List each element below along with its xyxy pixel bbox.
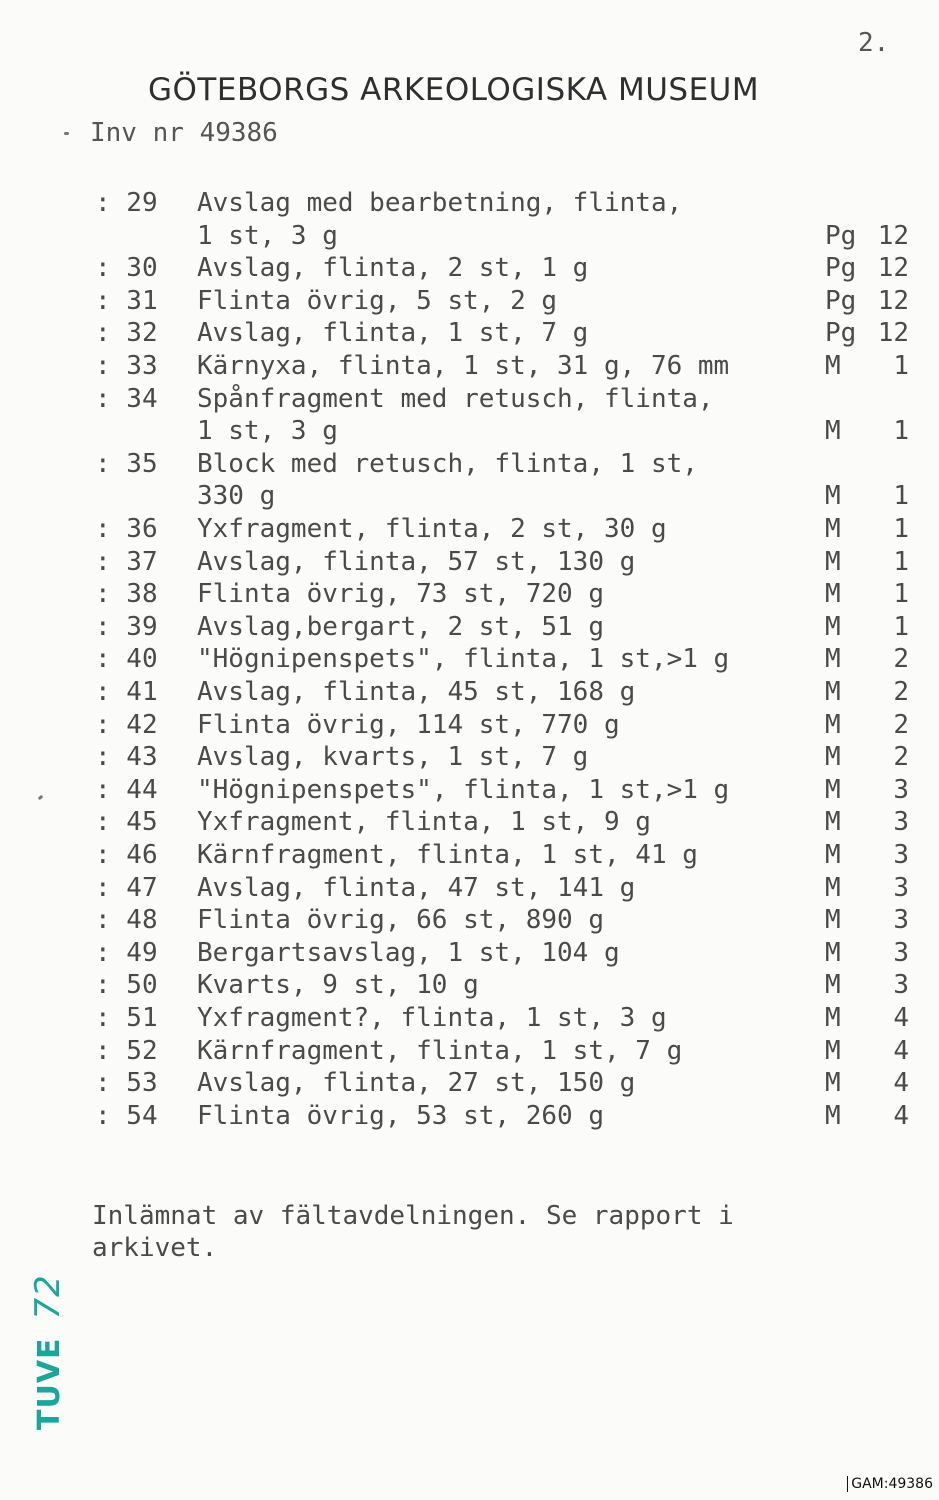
entry-site-code: M: [825, 416, 841, 446]
entry-row: [0, 937, 939, 969]
entry-row: [0, 1002, 939, 1034]
entry-subdivision: 4: [893, 1003, 909, 1033]
entry-subdivision: 1: [893, 351, 909, 381]
entry-row: [0, 709, 939, 741]
entry-number: : 51: [95, 1003, 158, 1033]
entry-subdivision: 1: [893, 416, 909, 446]
entry-continuation-row: [0, 220, 939, 252]
entry-number: : 48: [95, 905, 158, 935]
entry-subdivision: 3: [893, 840, 909, 870]
entry-site-code: M: [825, 873, 841, 903]
entry-number: : 42: [95, 710, 158, 740]
entry-row: [0, 546, 939, 578]
entry-subdivision: 1: [893, 481, 909, 511]
entry-description: Kärnfragment, flinta, 1 st, 41 g: [197, 840, 698, 870]
entry-number: : 31: [95, 286, 158, 316]
entry-description: Yxfragment, flinta, 2 st, 30 g: [197, 514, 667, 544]
footer-note: Inlämnat av fältavdelningen. Se rapport i arkivet.: [92, 1201, 734, 1263]
entry-number: : 38: [95, 579, 158, 609]
entry-row: [0, 350, 939, 382]
entry-number: : 54: [95, 1101, 158, 1131]
entry-number: : 36: [95, 514, 158, 544]
entry-description: Flinta övrig, 66 st, 890 g: [197, 905, 604, 935]
entry-row: [0, 741, 939, 773]
entry-subdivision: 4: [893, 1101, 909, 1131]
entry-subdivision: 1: [893, 579, 909, 609]
entry-site-code: M: [825, 742, 841, 772]
entry-number: : 30: [95, 253, 158, 283]
entry-number: : 41: [95, 677, 158, 707]
entry-description: Kärnfragment, flinta, 1 st, 7 g: [197, 1036, 683, 1066]
entry-number: : 39: [95, 612, 158, 642]
entry-description: Flinta övrig, 73 st, 720 g: [197, 579, 604, 609]
entry-description: Avslag, flinta, 1 st, 7 g: [197, 318, 589, 348]
entry-row: [0, 578, 939, 610]
entry-subdivision: 3: [893, 970, 909, 1000]
entry-site-code: M: [825, 775, 841, 805]
entry-site-code: M: [825, 807, 841, 837]
entry-row: [0, 1035, 939, 1067]
entry-description: "Högnipenspets", flinta, 1 st,>1 g: [197, 644, 730, 674]
entry-number: : 53: [95, 1068, 158, 1098]
entry-site-code: M: [825, 579, 841, 609]
stamp-label: TUVE: [32, 1337, 67, 1430]
entry-number: : 44: [95, 775, 158, 805]
entry-description: Flinta övrig, 114 st, 770 g: [197, 710, 620, 740]
entry-number: : 45: [95, 807, 158, 837]
entry-number: : 49: [95, 938, 158, 968]
entry-row: [0, 643, 939, 675]
entry-number: : 43: [95, 742, 158, 772]
entry-row: [0, 1100, 939, 1132]
entry-site-code: Pg: [825, 286, 857, 316]
entry-description: Avslag, flinta, 2 st, 1 g: [197, 253, 589, 283]
entry-description: 330 g: [197, 481, 276, 511]
entry-site-code: Pg: [825, 318, 857, 348]
entry-site-code: M: [825, 1036, 841, 1066]
entry-site-code: M: [825, 644, 841, 674]
entry-row: [0, 611, 939, 643]
page-number: 2.: [858, 28, 890, 58]
entry-number: : 34: [95, 384, 158, 414]
entry-description: Avslag med bearbetning, flinta,: [197, 188, 683, 218]
museum-title: GÖTEBORGS ARKEOLOGISKA MUSEUM: [148, 72, 760, 108]
entry-description: Flinta övrig, 53 st, 260 g: [197, 1101, 604, 1131]
entry-row: [0, 317, 939, 349]
entry-subdivision: 3: [893, 938, 909, 968]
entry-row: [0, 448, 939, 480]
entry-subdivision: 2: [893, 677, 909, 707]
entry-site-code: M: [825, 905, 841, 935]
entry-site-code: M: [825, 514, 841, 544]
entry-description: 1 st, 3 g: [197, 416, 338, 446]
entry-description: Avslag, kvarts, 1 st, 7 g: [197, 742, 589, 772]
entry-continuation-row: [0, 480, 939, 512]
entry-description: Avslag, flinta, 45 st, 168 g: [197, 677, 636, 707]
entry-subdivision: 12: [877, 221, 909, 251]
entry-site-code: M: [825, 970, 841, 1000]
entry-subdivision: 12: [877, 253, 909, 283]
entry-number: : 37: [95, 547, 158, 577]
entry-subdivision: 3: [893, 807, 909, 837]
entry-row: [0, 872, 939, 904]
entry-row: [0, 252, 939, 284]
entry-continuation-row: [0, 415, 939, 447]
entry-row: [0, 904, 939, 936]
entry-number: : 35: [95, 449, 158, 479]
entry-row: [0, 1067, 939, 1099]
entry-description: Kvarts, 9 st, 10 g: [197, 970, 479, 1000]
entry-description: Avslag, flinta, 57 st, 130 g: [197, 547, 636, 577]
site-stamp: [28, 1274, 68, 1430]
entry-description: Kärnyxa, flinta, 1 st, 31 g, 76 mm: [197, 351, 730, 381]
entry-row: [0, 513, 939, 545]
entry-site-code: Pg: [825, 221, 857, 251]
entry-description: Block med retusch, flinta, 1 st,: [197, 449, 698, 479]
entry-subdivision: 2: [893, 710, 909, 740]
entry-site-code: M: [825, 547, 841, 577]
entry-row: [0, 839, 939, 871]
entry-row: [0, 774, 939, 806]
inventory-number: Inv nr 49386: [90, 118, 278, 148]
entry-number: : 33: [95, 351, 158, 381]
entry-site-code: M: [825, 1068, 841, 1098]
entry-site-code: M: [825, 840, 841, 870]
entry-site-code: M: [825, 612, 841, 642]
entry-description: Avslag, flinta, 27 st, 150 g: [197, 1068, 636, 1098]
entry-row: [0, 187, 939, 219]
entry-description: 1 st, 3 g: [197, 221, 338, 251]
entry-subdivision: 3: [893, 775, 909, 805]
entry-subdivision: 12: [877, 318, 909, 348]
entry-description: Bergartsavslag, 1 st, 104 g: [197, 938, 620, 968]
entry-subdivision: 4: [893, 1036, 909, 1066]
scan-mark: [64, 132, 69, 135]
entry-row: [0, 806, 939, 838]
entry-description: "Högnipenspets", flinta, 1 st,>1 g: [197, 775, 730, 805]
entry-description: Avslag,bergart, 2 st, 51 g: [197, 612, 604, 642]
stamp-number: 72: [28, 1274, 68, 1320]
entry-subdivision: 3: [893, 905, 909, 935]
entry-site-code: M: [825, 481, 841, 511]
entry-description: Flinta övrig, 5 st, 2 g: [197, 286, 558, 316]
entry-number: : 47: [95, 873, 158, 903]
entry-site-code: M: [825, 710, 841, 740]
catalog-id: GAM:49386: [847, 1476, 933, 1492]
entry-row: [0, 285, 939, 317]
entry-site-code: M: [825, 1101, 841, 1131]
entry-description: Yxfragment, flinta, 1 st, 9 g: [197, 807, 651, 837]
entry-description: Spånfragment med retusch, flinta,: [197, 384, 714, 414]
entry-subdivision: 12: [877, 286, 909, 316]
entry-row: [0, 383, 939, 415]
entry-number: : 32: [95, 318, 158, 348]
entry-subdivision: 1: [893, 547, 909, 577]
entry-row: [0, 676, 939, 708]
entry-description: Avslag, flinta, 47 st, 141 g: [197, 873, 636, 903]
entry-number: : 29: [95, 188, 158, 218]
entry-subdivision: 2: [893, 644, 909, 674]
entry-description: Yxfragment?, flinta, 1 st, 3 g: [197, 1003, 667, 1033]
entry-subdivision: 2: [893, 742, 909, 772]
entry-number: : 40: [95, 644, 158, 674]
entry-subdivision: 3: [893, 873, 909, 903]
entry-number: : 50: [95, 970, 158, 1000]
entry-subdivision: 4: [893, 1068, 909, 1098]
entry-site-code: M: [825, 1003, 841, 1033]
entry-number: : 52: [95, 1036, 158, 1066]
entry-site-code: Pg: [825, 253, 857, 283]
entry-row: [0, 969, 939, 1001]
entry-subdivision: 1: [893, 514, 909, 544]
entry-site-code: M: [825, 677, 841, 707]
entry-site-code: M: [825, 938, 841, 968]
entry-site-code: M: [825, 351, 841, 381]
entry-subdivision: 1: [893, 612, 909, 642]
entry-number: : 46: [95, 840, 158, 870]
